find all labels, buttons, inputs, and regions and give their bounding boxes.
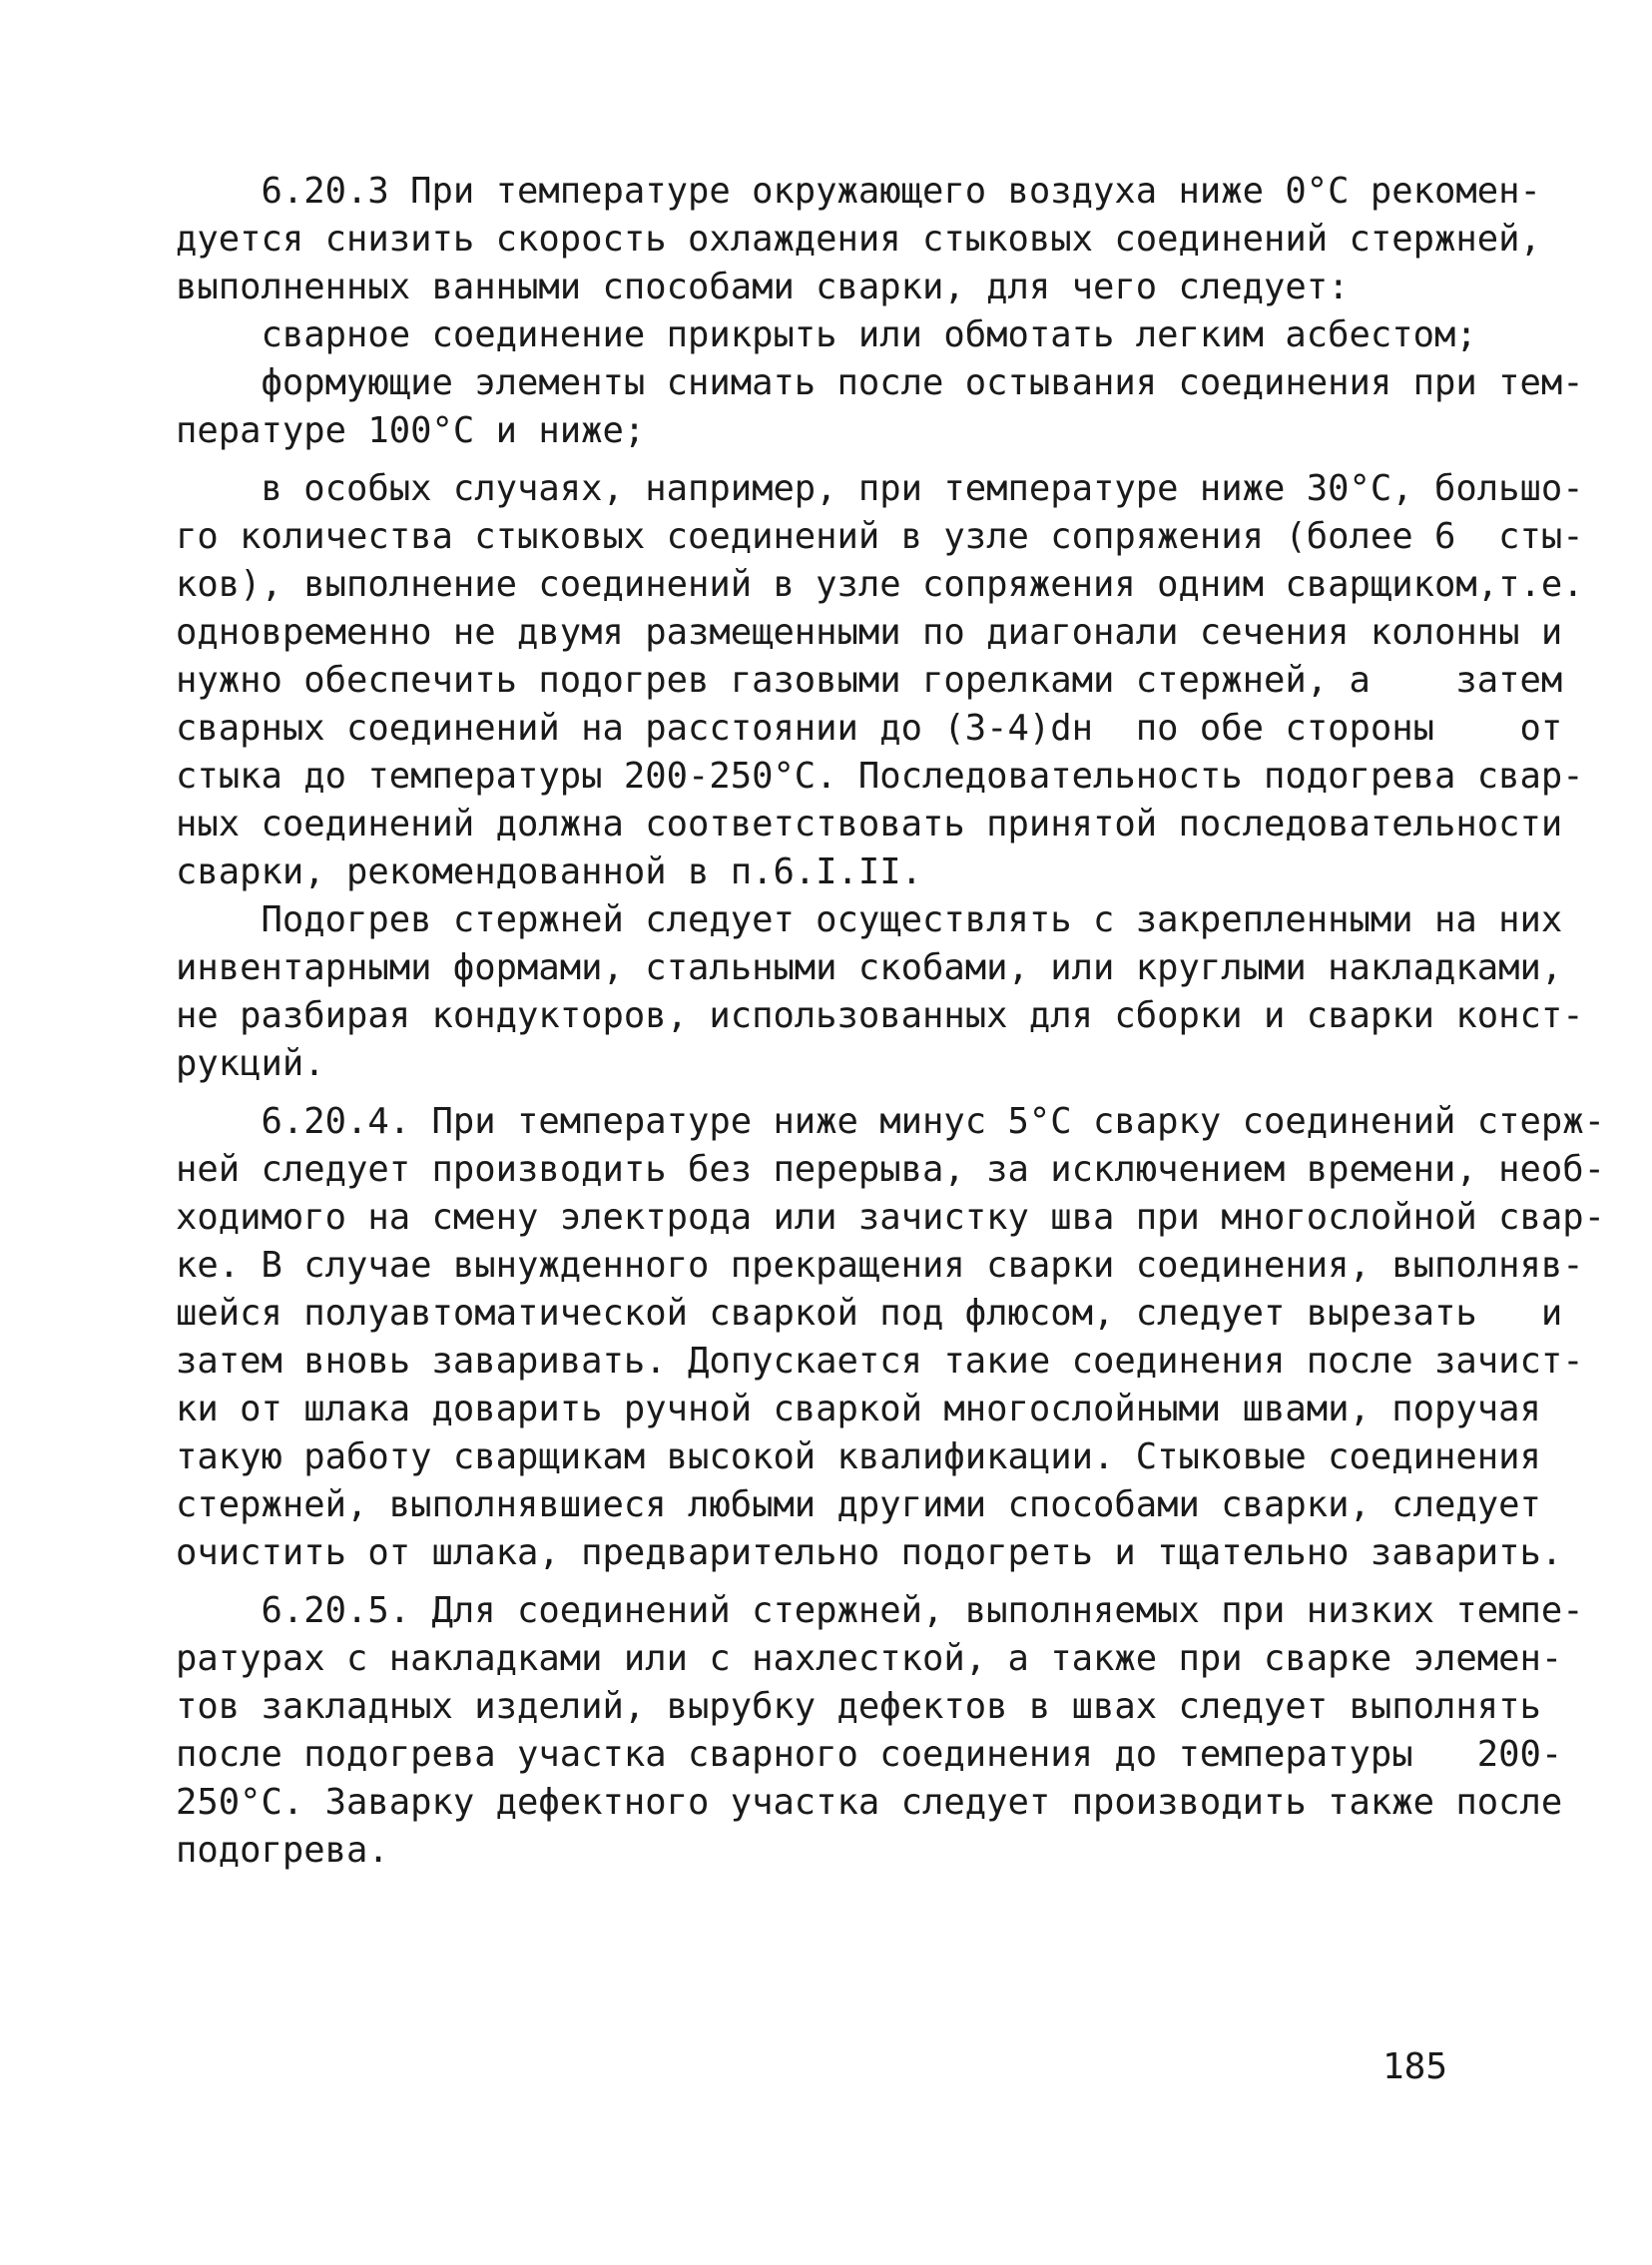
body-text xyxy=(176,168,1605,1875)
paragraph-gap xyxy=(176,455,1478,465)
text-line: такую работу сварщикам высокой квалификации. Стыковые соединения xyxy=(176,1436,1541,1477)
text-line: не разбирая кондукторов, использованных для сборки и сварки конст- xyxy=(176,995,1584,1036)
paragraph-6-20-3 xyxy=(176,168,1584,455)
text-line: пературе 100°С и ниже; xyxy=(176,410,646,451)
text-line: ке. В случае вынужденного прекращения сварки соединения, выполняв- xyxy=(176,1245,1584,1286)
text-line: шейся полуавтоматической сваркой под флюсом, следует вырезать и xyxy=(176,1293,1563,1334)
text-line: 6.20.3 При температуре окружающего воздуха ниже 0°С рекомен- xyxy=(176,171,1541,212)
text-line: очистить от шлака, предварительно подогреть и тщательно заварить. xyxy=(176,1532,1563,1573)
text-line: после подогрева участка сварного соединения до температуры 200- xyxy=(176,1734,1563,1775)
text-line: ней следует производить без перерыва, за исключением времени, необ- xyxy=(176,1149,1605,1190)
text-line: Подогрев стержней следует осуществлять с закрепленными на них xyxy=(176,899,1563,940)
text-line: выполненных ванными способами сварки, для чего следует: xyxy=(176,267,1350,307)
text-line: стержней, выполнявшиеся любыми другими способами сварки, следует xyxy=(176,1484,1541,1525)
text-line: сварных соединений на расстоянии до (3-4)dн по обе стороны от xyxy=(176,708,1563,749)
text-line: ки от шлака доварить ручной сваркой многослойными швами, поручая xyxy=(176,1389,1541,1429)
text-line: 6.20.5. Для соединений стержней, выполняемых при низких темпе- xyxy=(176,1590,1584,1631)
text-line: инвентарными формами, стальными скобами, или круглыми накладками, xyxy=(176,947,1563,988)
paragraph-special-cases xyxy=(176,465,1584,1088)
text-line: тов закладных изделий, вырубку дефектов в швах следует выполнять xyxy=(176,1686,1541,1727)
text-line: 250°С. Заварку дефектного участка следует производить также после xyxy=(176,1782,1563,1823)
paragraph-gap xyxy=(176,1577,1478,1587)
text-line: ков), выполнение соединений в узле сопряжения одним сварщиком,т.е. xyxy=(176,564,1584,605)
text-line: 6.20.4. При температуре ниже минус 5°С сварку соединений стерж- xyxy=(176,1101,1605,1142)
text-line: рукций. xyxy=(176,1043,325,1084)
text-line: стыка до температуры 200-250°С. Последовательность подогрева свар- xyxy=(176,756,1584,797)
paragraph-gap xyxy=(176,1088,1478,1098)
text-line: в особых случаях, например, при температуре ниже 30°С, большо- xyxy=(176,468,1584,509)
text-line: ных соединений должна соответствовать принятой последовательности xyxy=(176,804,1563,845)
text-line: сварки, рекомендованной в п.6.I.II. xyxy=(176,851,923,892)
paragraph-6-20-5 xyxy=(176,1587,1584,1875)
text-line: ратурах с накладками или с нахлесткой, а также при сварке элемен- xyxy=(176,1638,1563,1679)
page-number: 185 xyxy=(1382,2046,1448,2087)
text-line: дуется снизить скорость охлаждения стыковых соединений стержней, xyxy=(176,219,1541,260)
text-line: одновременно не двумя размещенными по диагонали сечения колонны и xyxy=(176,612,1563,653)
text-line: ходимого на смену электрода или зачистку шва при многослойной свар- xyxy=(176,1197,1605,1238)
text-line: формующие элементы снимать после остывания соединения при тем- xyxy=(176,362,1584,403)
text-line: го количества стыковых соединений в узле сопряжения (более 6 сты- xyxy=(176,516,1584,557)
text-line: подогрева. xyxy=(176,1830,389,1871)
paragraph-6-20-4 xyxy=(176,1098,1605,1577)
text-line: сварное соединение прикрыть или обмотать легким асбестом; xyxy=(176,314,1477,355)
text-line: нужно обеспечить подогрев газовыми горелками стержней, а затем xyxy=(176,660,1563,701)
text-line: затем вновь заваривать. Допускается такие соединения после зачист- xyxy=(176,1341,1584,1382)
